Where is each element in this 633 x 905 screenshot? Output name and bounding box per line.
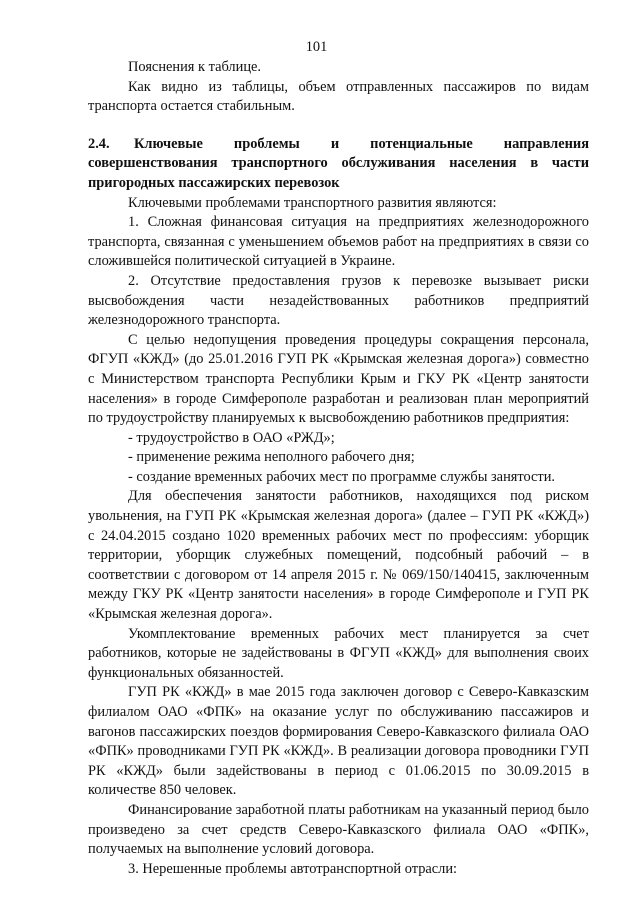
section-title: Ключевые проблемы и потенциальные направления совершенствования транспортного обслуживания населения в части пригородных пассажирских перевозок <box>88 135 589 191</box>
body-paragraph: 1. Сложная финансовая ситуация на предприятиях железнодорожного транспорта, связанная с уменьшением объемов работ на предприятиях в связи со сложившейся политической ситуацией в Украине. <box>88 214 589 270</box>
spacer <box>88 117 589 135</box>
body-paragraph: 2. Отсутствие предоставления грузов к перевозке вызывает риски высвобождения части незадействованных работников предприятий железнодорожного транспорта. <box>88 272 589 329</box>
body-paragraph: 3. Нерешенные проблемы автотранспортной отрасли: <box>128 860 458 877</box>
page-number: 101 <box>305 39 328 55</box>
list-item: - применение режима неполного рабочего дня; <box>128 449 415 466</box>
body-paragraph: С целью недопущения проведения процедуры сокращения персонала, ФГУП «КЖД» (до 25.01.2016 ГУП РК «Крымская железная дорога») совместно с Министерством транспорта Республики Крым и ГКУ РК «Центр занятости населения» в городе Симферополе разработан и реализован план мероприятий по трудоустройству планируемых к высвобождению работников предприятия: <box>88 331 589 427</box>
body-paragraph: Ключевыми проблемами транспортного развития являются: <box>128 194 497 211</box>
list-item: - создание временных рабочих мест по программе службы занятости. <box>128 468 556 485</box>
intro-paragraph: Пояснения к таблице. <box>128 59 262 75</box>
page-body <box>88 58 589 879</box>
body-paragraph: Финансирование заработной платы работникам на указанный период было произведено за счет средств Северо-Кавказского филиала ОАО «ФПК», получаемых на выполнение условий договора. <box>88 801 589 858</box>
intro-paragraph: Как видно из таблицы, объем отправленных пассажиров по видам транспорта остается стабильным. <box>88 78 589 115</box>
list-item: - трудоустройство в ОАО «РЖД»; <box>128 429 335 446</box>
section-heading <box>88 135 589 194</box>
body-paragraph: Для обеспечения занятости работников, находящихся под риском увольнения, на ГУП РК «Крымская железная дорога» (далее – ГУП РК «КЖД») с 24.04.2015 создано 1020 временных рабочих мест по профессиям: уборщик территории, уборщик служебных помещений, подсобный рабочий – в соответствии с договором от 14 апреля 2015 г. № 069/150/140415, заключенным между ГКУ РК «Центр занятости населения» в городе Симферополе и ГУП РК «Крымская железная дорога». <box>88 488 589 623</box>
section-number: 2.4. <box>88 135 110 152</box>
body-paragraph: ГУП РК «КЖД» в мае 2015 года заключен договор с Северо-Кавказским филиалом ОАО «ФПК» на оказание услуг по обслуживанию пассажиров и вагонов пассажирских поездов формирования Северо-Кавказского филиала ОАО «ФПК» проводниками ГУП РК «КЖД». В реализации договора проводники ГУП РК «КЖД» были задействованы в период с 01.06.2015 по 30.09.2015 в количестве 850 человек. <box>88 684 589 799</box>
body-paragraph: Укомплектование временных рабочих мест планируется за счет работников, которые не задействованы в ФГУП «КЖД» для выполнения своих функциональных обязанностей. <box>88 625 589 681</box>
